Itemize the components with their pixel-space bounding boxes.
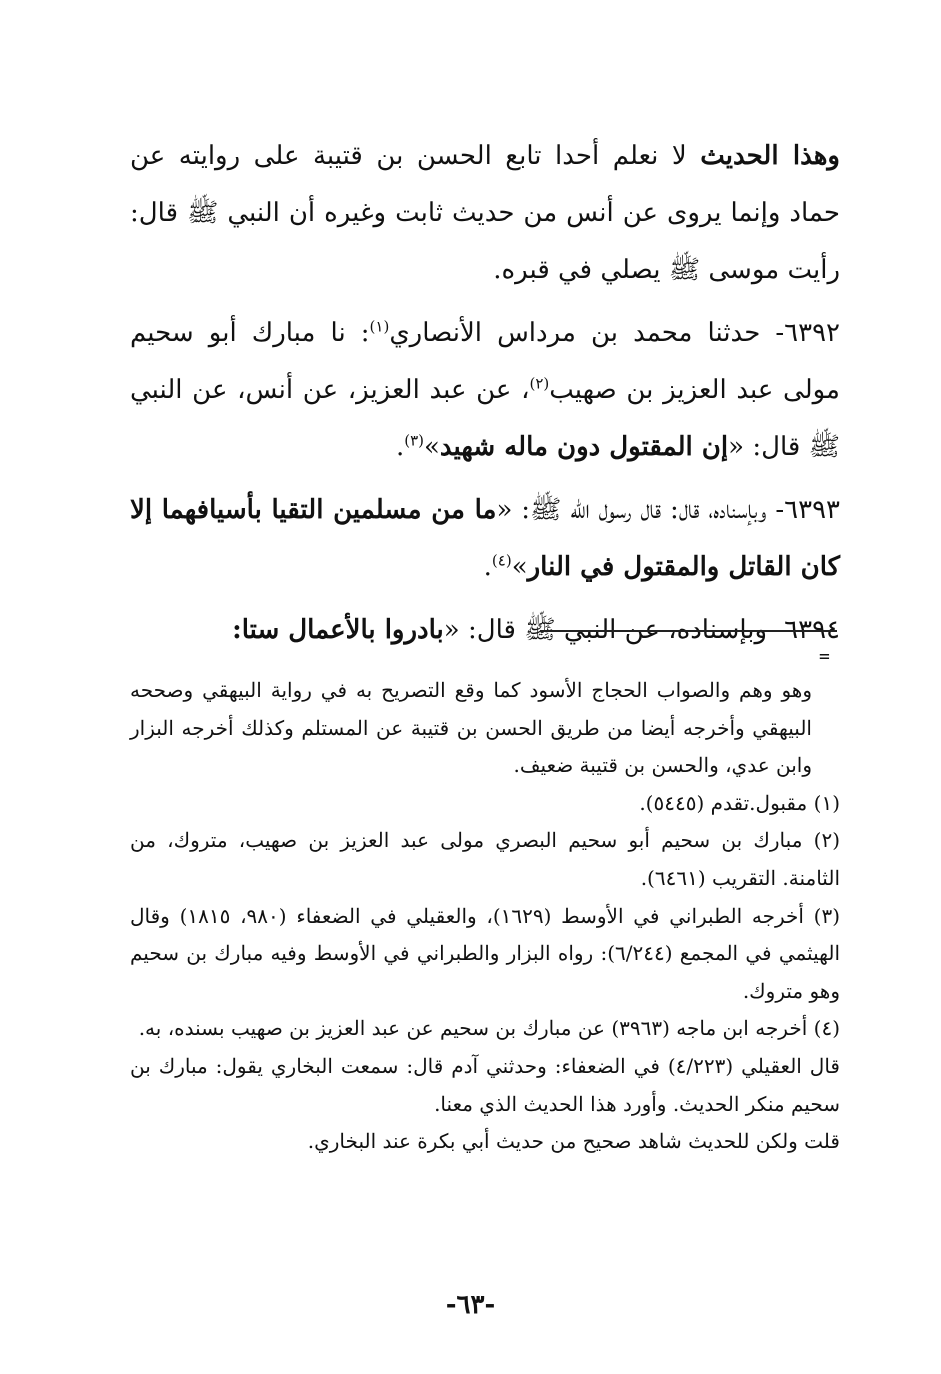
hadith-6393 (130, 482, 840, 596)
quote-close: » (511, 552, 528, 582)
quote-close: » (423, 432, 440, 462)
footnote-4: (٤) أخرجه ابن ماجه (٣٩٦٣) عن مبارك بن سحيم عن عبد العزيز بن صهيب بسنده، به. (138, 1016, 840, 1041)
hadith-text: ٦٣٩٣- وبإسناده، قال: قال رسول الله ﷺ: « (496, 495, 840, 525)
footnote-separator (540, 630, 837, 632)
footnote-3: (٣) أخرجه الطبراني في الأوسط (١٦٢٩)، والعقيلي في الضعفاء (٩٨٠، ١٨١٥) وقال الهيثمي في المجمع (٦/٢٤٤): رواه البزار والطبراني في الأوسط وفيه مبارك بن سحيم وهو متروك. (130, 903, 840, 1003)
footnote-ref-1[interactable]: (١) (369, 317, 390, 336)
hadith-matn: ما من مسلمين التقيا بأسيافهما إلا كان القاتل والمقتول في النار (130, 495, 840, 582)
period: . (483, 552, 492, 582)
continuation-mark: = (819, 646, 830, 667)
hadith-matn: بادروا بالأعمال ستا: (232, 615, 444, 645)
hadith-text: : نا مبارك أبو سحيم مولى عبد العزيز بن صهيب (130, 318, 840, 405)
period: . (395, 432, 405, 462)
footnote-ref-4[interactable]: (٤) (491, 551, 512, 570)
hadith-text: ، عن عبد العزيز، عن أنس، عن النبي ﷺ قال: « (130, 375, 840, 462)
hadith-text: ٦٣٩٤- وبإسناده، عن النبي ﷺ قال: « (443, 615, 840, 645)
footnotes (130, 672, 840, 1161)
main-text (130, 128, 840, 665)
footnote-4-extra-1: قال العقيلي (٤/٢٢٣) في الضعفاء: وحدثني آدم قال: سمعت البخاري يقول: مبارك بن سحيم منكر الحديث. وأورد هذا الحديث الذي معنا. (130, 1053, 840, 1116)
hadith-6392 (130, 305, 840, 476)
footnote-continuation: وهو وهم والصواب الحجاج الأسود كما وقع التصريح به في رواية البيهقي وصححه البيهقي وأخرجه أيضا من طريق الحسن بن قتيبة عن المستلم وكذلك أخرجه البزار وابن عدي، والحسن بن قتيبة ضعيف. (130, 678, 812, 778)
footnote-1: (١) مقبول.تقدم (٥٤٤٥). (639, 790, 840, 815)
hadith-text: ٦٣٩٢- حدثنا محمد بن مرداس الأنصاري (389, 318, 841, 348)
footnote-ref-3[interactable]: (٣) (404, 431, 424, 450)
footnote-4-extra-2: قلت ولكن للحديث شاهد صحيح من حديث أبي بكرة عند البخاري. (307, 1129, 840, 1154)
page-number: -٦٣- (445, 1290, 496, 1320)
footnote-ref-2[interactable]: (٢) (529, 374, 550, 393)
hadith-matn: إن المقتول دون ماله شهيد (439, 432, 729, 462)
bold-lead: وهذا الحديث (700, 141, 840, 171)
paragraph-intro (130, 128, 840, 299)
footnote-2: (٢) مبارك بن سحيم أبو سحيم البصري مولى عبد العزيز بن صهيب، متروك، من الثامنة. التقريب (٦٤٦١). (130, 828, 840, 890)
paragraph-text: لا نعلم أحدا تابع الحسن بن قتيبة على روايته عن حماد وإنما يروى عن أنس من حديث ثابت وغيره أن النبي ﷺ قال: رأيت موسى ﷺ يصلي في قبره. (130, 141, 840, 285)
